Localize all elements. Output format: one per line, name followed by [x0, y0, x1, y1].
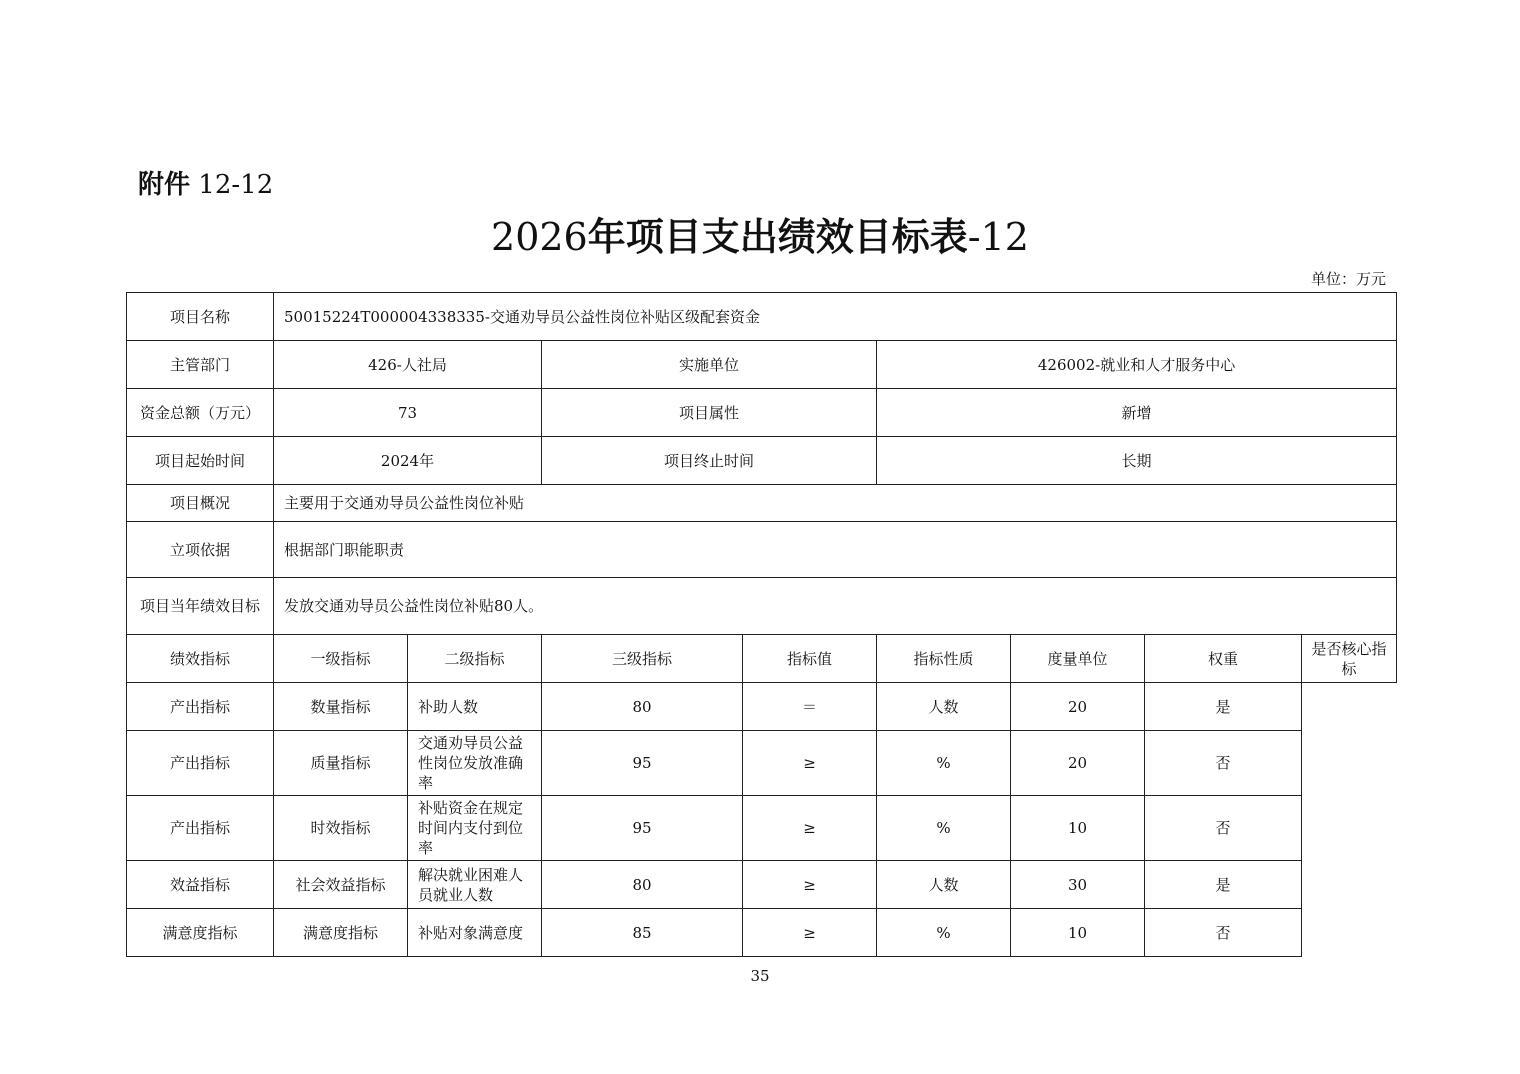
- impl-label: 实施单位: [542, 341, 877, 389]
- project-name-value: 50015224T000004338335-交通劝导员公益性岗位补贴区级配套资金: [274, 293, 1397, 341]
- indicator-section-label: 绩效指标: [127, 635, 274, 683]
- indicator-row-timeliness: [127, 796, 1397, 861]
- indicator-value: 95: [542, 796, 743, 861]
- end-value: 长期: [877, 437, 1397, 485]
- indicator-row-quantity: [127, 683, 1397, 731]
- indicator-unit: %: [877, 909, 1011, 957]
- indicator-weight: 20: [1011, 683, 1145, 731]
- header-level3: 三级指标: [542, 635, 743, 683]
- indicator-level3: 补助人数: [408, 683, 542, 731]
- indicator-row-social: [127, 861, 1397, 909]
- row-project-name: [127, 293, 1397, 341]
- indicator-level2: 质量指标: [274, 731, 408, 796]
- indicator-nature: ≥: [743, 731, 877, 796]
- indicator-core: 是: [1145, 683, 1302, 731]
- header-level1: 一级指标: [274, 635, 408, 683]
- page-number: 35: [750, 967, 770, 985]
- indicator-level1: 效益指标: [127, 861, 274, 909]
- overview-label: 项目概况: [127, 485, 274, 522]
- row-period: [127, 437, 1397, 485]
- start-value: 2024年: [274, 437, 542, 485]
- header-nature: 指标性质: [877, 635, 1011, 683]
- title-suffix: -12: [967, 215, 1029, 259]
- indicator-level1: 满意度指标: [127, 909, 274, 957]
- indicator-unit: %: [877, 796, 1011, 861]
- funds-value: 73: [274, 389, 542, 437]
- funds-label: 资金总额（万元）: [127, 389, 274, 437]
- indicator-nature: ＝: [743, 683, 877, 731]
- indicator-nature: ≥: [743, 909, 877, 957]
- indicator-level3: 补贴对象满意度: [408, 909, 542, 957]
- row-overview: [127, 485, 1397, 522]
- end-label: 项目终止时间: [542, 437, 877, 485]
- indicator-unit: %: [877, 731, 1011, 796]
- performance-table: [126, 292, 1397, 957]
- indicator-value: 85: [542, 909, 743, 957]
- indicator-weight: 10: [1011, 909, 1145, 957]
- indicator-level2: 时效指标: [274, 796, 408, 861]
- indicator-value: 80: [542, 683, 743, 731]
- title-year: 2026: [491, 215, 588, 259]
- indicator-row-quality: [127, 731, 1397, 796]
- start-label: 项目起始时间: [127, 437, 274, 485]
- annex-number: 12-12: [198, 170, 274, 200]
- goal-label: 项目当年绩效目标: [127, 578, 274, 635]
- indicator-weight: 30: [1011, 861, 1145, 909]
- indicator-core: 是: [1145, 861, 1302, 909]
- indicator-unit: 人数: [877, 683, 1011, 731]
- indicator-level1: 产出指标: [127, 796, 274, 861]
- indicator-value: 80: [542, 861, 743, 909]
- indicator-header-row: [127, 635, 1397, 683]
- indicator-value: 95: [542, 731, 743, 796]
- header-unit: 度量单位: [1011, 635, 1145, 683]
- goal-value: 发放交通劝导员公益性岗位补贴80人。: [274, 578, 1397, 635]
- indicator-level2: 数量指标: [274, 683, 408, 731]
- page-title: [0, 206, 1520, 261]
- annex-label-text: 附件: [138, 170, 191, 200]
- unit-note: 单位：万元: [1310, 270, 1386, 288]
- indicator-level1: 产出指标: [127, 731, 274, 796]
- row-basis: [127, 522, 1397, 578]
- indicator-level2: 满意度指标: [274, 909, 408, 957]
- annex-label: [138, 164, 273, 201]
- row-goal: [127, 578, 1397, 635]
- header-value: 指标值: [743, 635, 877, 683]
- dept-value: 426-人社局: [274, 341, 542, 389]
- indicator-row-satisfaction: [127, 909, 1397, 957]
- impl-value: 426002-就业和人才服务中心: [877, 341, 1397, 389]
- indicator-weight: 10: [1011, 796, 1145, 861]
- title-text: 年项目支出绩效目标表: [587, 215, 968, 259]
- indicator-level1: 产出指标: [127, 683, 274, 731]
- header-core: 是否核心指标: [1302, 635, 1397, 683]
- indicator-core: 否: [1145, 909, 1302, 957]
- row-department: [127, 341, 1397, 389]
- indicator-unit: 人数: [877, 861, 1011, 909]
- indicator-level3: 补贴资金在规定时间内支付到位率: [408, 796, 542, 861]
- indicator-nature: ≥: [743, 861, 877, 909]
- indicator-core: 否: [1145, 796, 1302, 861]
- indicator-level2: 社会效益指标: [274, 861, 408, 909]
- indicator-level3: 解决就业困难人员就业人数: [408, 861, 542, 909]
- basis-label: 立项依据: [127, 522, 274, 578]
- row-funds: [127, 389, 1397, 437]
- attr-value: 新增: [877, 389, 1397, 437]
- header-weight: 权重: [1145, 635, 1302, 683]
- header-level2: 二级指标: [408, 635, 542, 683]
- project-name-label: 项目名称: [127, 293, 274, 341]
- dept-label: 主管部门: [127, 341, 274, 389]
- indicator-nature: ≥: [743, 796, 877, 861]
- indicator-core: 否: [1145, 731, 1302, 796]
- attr-label: 项目属性: [542, 389, 877, 437]
- basis-value: 根据部门职能职责: [274, 522, 1397, 578]
- overview-value: 主要用于交通劝导员公益性岗位补贴: [274, 485, 1397, 522]
- indicator-weight: 20: [1011, 731, 1145, 796]
- indicator-level3: 交通劝导员公益性岗位发放准确率: [408, 731, 542, 796]
